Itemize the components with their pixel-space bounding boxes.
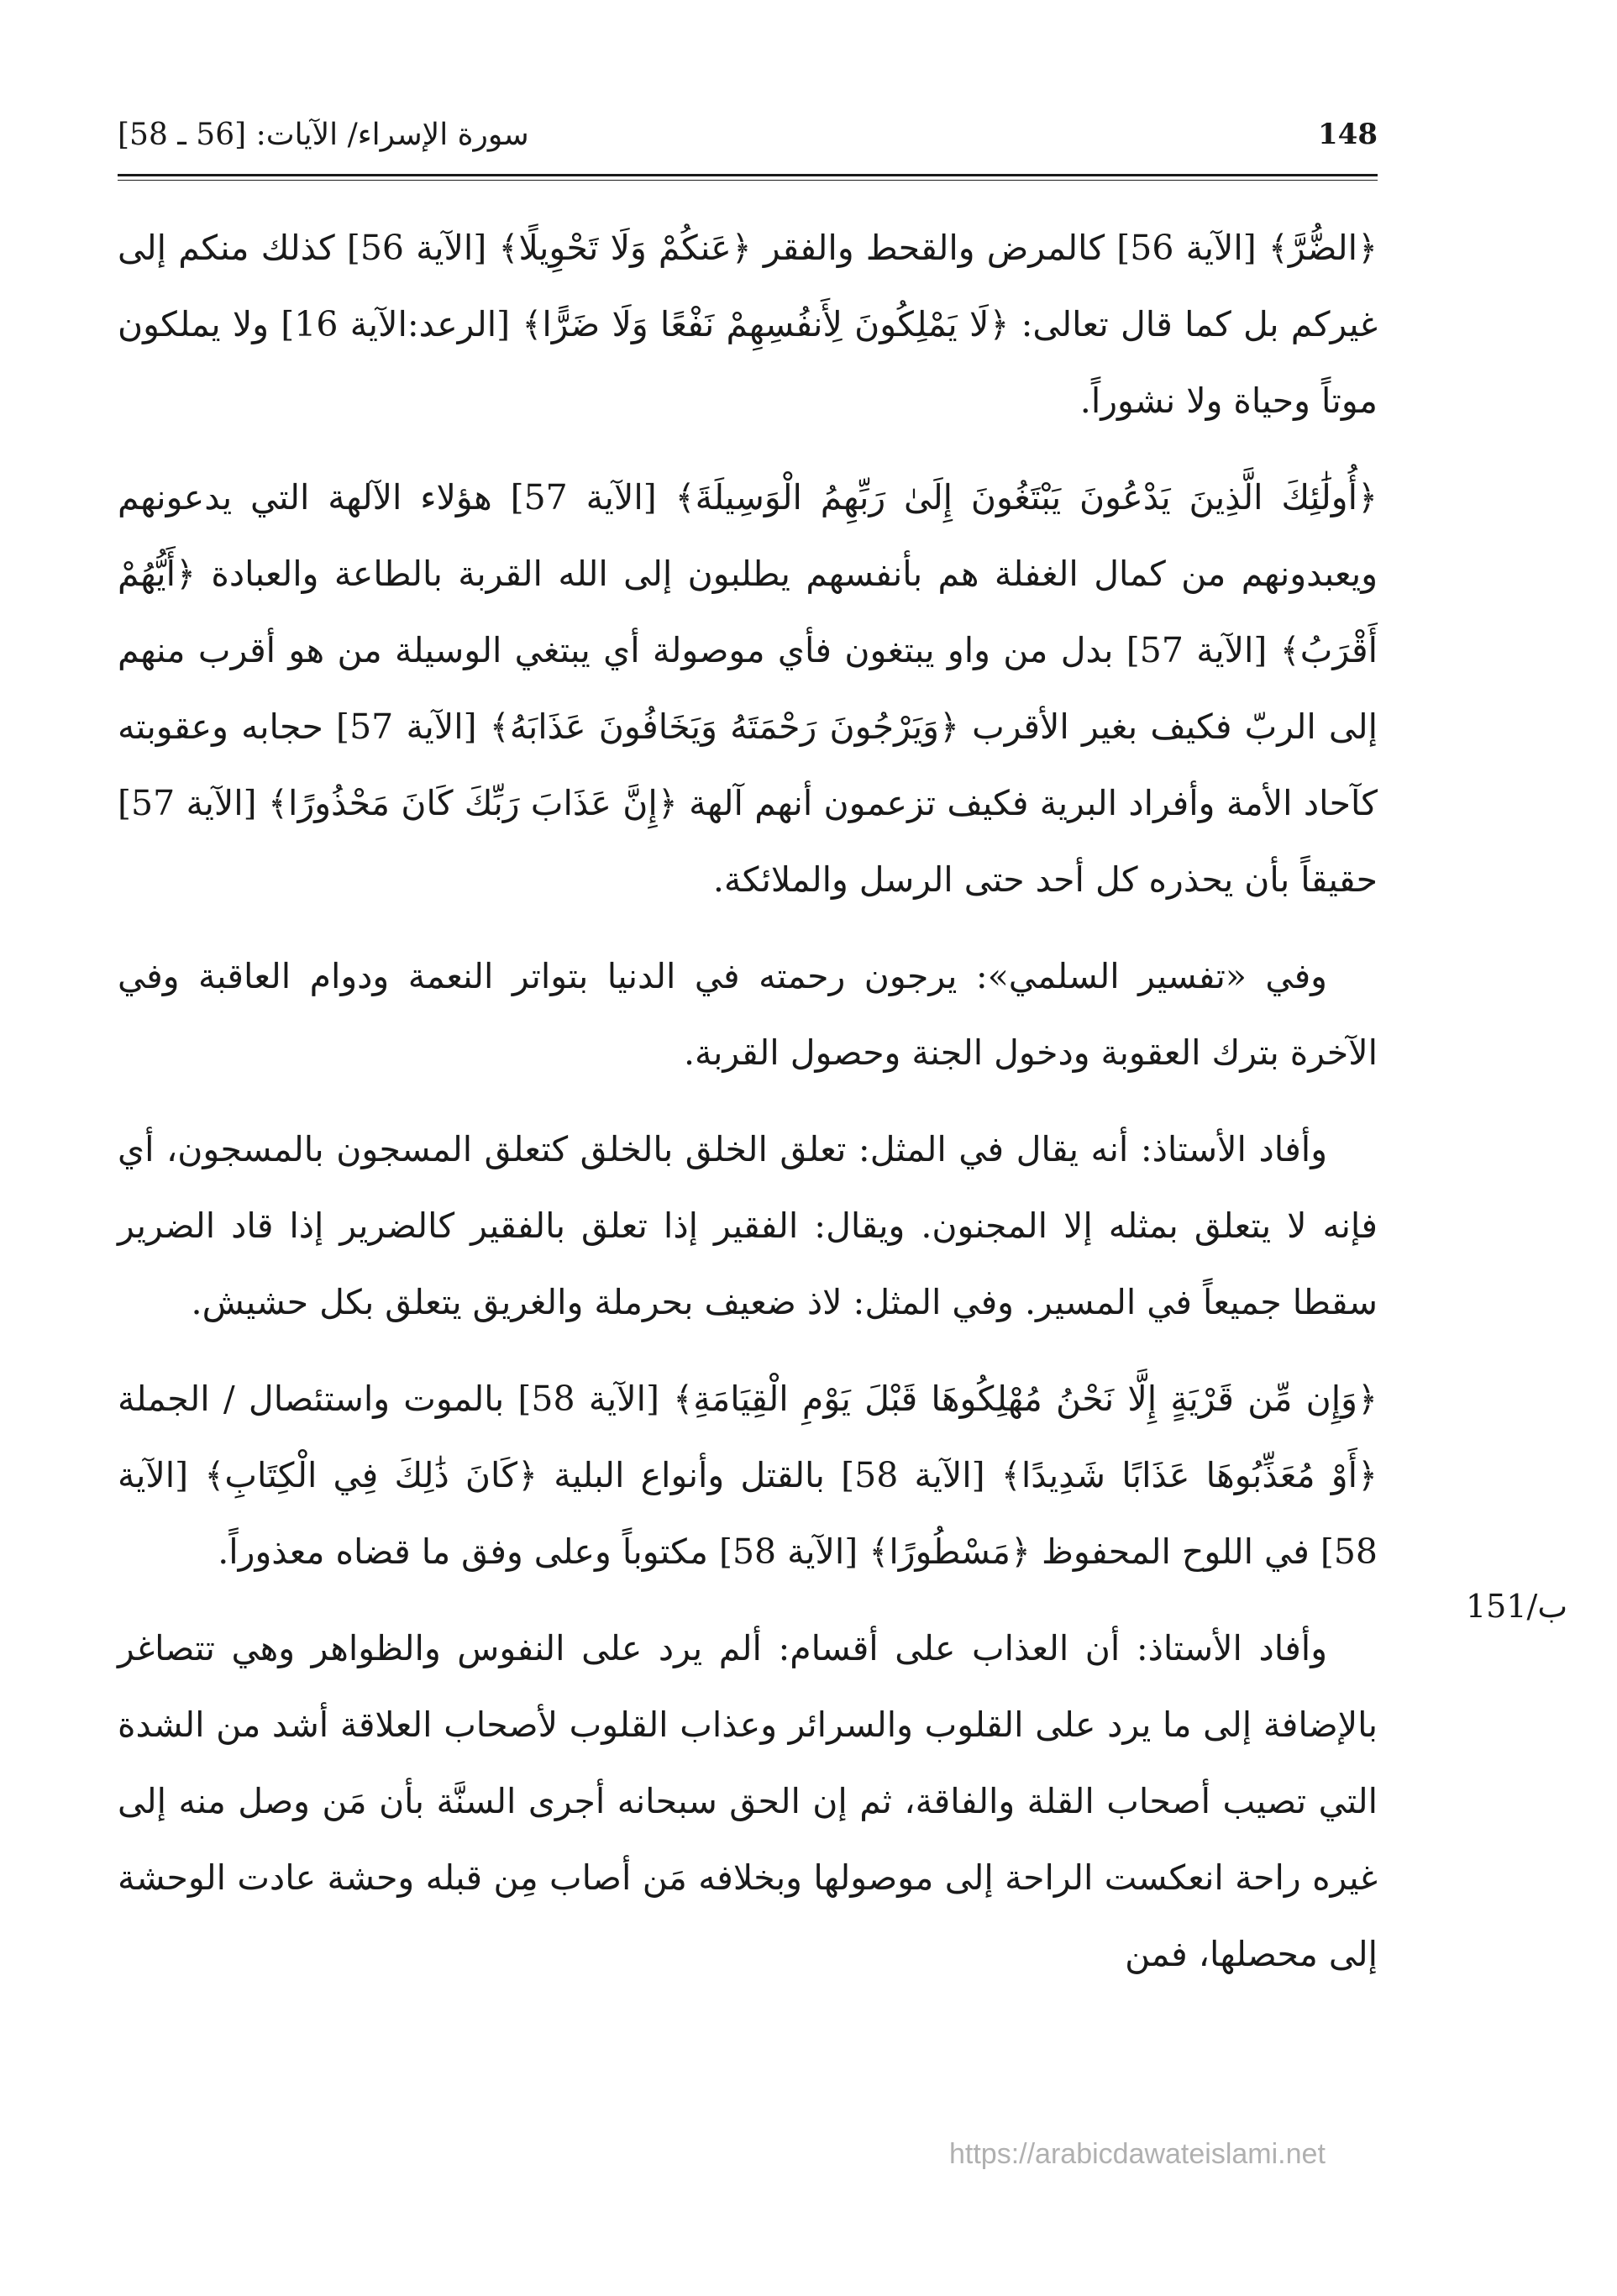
watermark: https://arabicdawateislami.net [949,2138,1326,2170]
page-header [118,118,1378,168]
body-text [118,210,1378,2013]
paragraph-6: وأفاد الأستاذ: أن العذاب على أقسام: ألم يرد على النفوس والظواهر وهي تتصاغر بالإضافة إلى ما يرد على القلوب والسرائر وعذاب القلوب لأصحاب العلاقة أشد من الشدة التي تصيب أصحاب القلة والفاقة، ثم إن الحق سبحانه أجرى السنَّة بأن مَن وصل منه إلى غيره راحة انعكست الراحة إلى موصولها وبخلافه مَن أصاب مِن قبله وحشة عادت الوحشة إلى محصلها، فمن [118,1628,1378,1974]
header-rule [118,174,1378,176]
paragraph-1: ﴿الضُّرَّ﴾ [الآية 56] كالمرض والقحط والفقر ﴿عَنكُمْ وَلَا تَحْوِيلًا﴾ [الآية 56] كذلك منكم إلى غيركم بل كما قال تعالى: ﴿لَا يَمْلِكُونَ لِأَنفُسِهِمْ نَفْعًا وَلَا ضَرًّا﴾ [الرعد:الآية 16] ولا يملكون موتاً وحياة ولا نشوراً. [118,228,1378,421]
paragraph-4: وأفاد الأستاذ: أنه يقال في المثل: تعلق الخلق بالخلق كتعلق المسجون بالمسجون، أي فإنه لا يتعلق بمثله إلا المجنون. ويقال: الفقير إذا تعلق بالفقير كالضرير إذا قاد الضرير سقطا جميعاً في المسير. وفي المثل: لاذ ضعيف بحرملة والغريق يتعلق بكل حشيش. [118,1129,1378,1322]
running-title: سورة الإسراء/ الآيات: [56 ـ 58] [118,118,529,152]
paragraph-5: ﴿وَإِن مِّن قَرْيَةٍ إِلَّا نَحْنُ مُهْلِكُوهَا قَبْلَ يَوْمِ الْقِيَامَةِ﴾ [الآية 58] بالموت واستئصال / الجملة ﴿أَوْ مُعَذِّبُوهَا عَذَابًا شَدِيدًا﴾ [الآية 58] بالقتل وأنواع البلية ﴿كَانَ ذَٰلِكَ فِي الْكِتَابِ﴾ [الآية 58] في اللوح المحفوظ ﴿مَسْطُورًا﴾ [الآية 58] مكتوباً وعلى وفق ما قضاه معذوراً. [118,1379,1378,1572]
header-rule-thin [118,180,1378,181]
page-number: 148 [1318,118,1378,151]
paragraph-2: ﴿أُولَٰئِكَ الَّذِينَ يَدْعُونَ يَبْتَغُونَ إِلَىٰ رَبِّهِمُ الْوَسِيلَةَ﴾ [الآية 57] هؤلاء الآلهة التي يدعونهم ويعبدونهم من كمال الغفلة هم بأنفسهم يطلبون إلى الله القربة بالطاعة والعبادة ﴿أَيُّهُمْ أَقْرَبُ﴾ [الآية 57] بدل من واو يبتغون فأي موصولة أي يبتغي الوسيلة من هو أقرب منهم إلى الربّ فكيف بغير الأقرب ﴿وَيَرْجُونَ رَحْمَتَهُ وَيَخَافُونَ عَذَابَهُ﴾ [الآية 57] حجابه وعقوبته كآحاد الأمة وأفراد البرية فكيف تزعمون أنهم آلهة ﴿إِنَّ عَذَابَ رَبِّكَ كَانَ مَحْذُورًا﴾ [الآية 57] حقيقاً بأن يحذره كل أحد حتى الرسل والملائكة. [118,477,1378,900]
paragraph-3: وفي «تفسير السلمي»: يرجون رحمته في الدنيا بتواتر النعمة ودوام العاقبة وفي الآخرة بترك العقوبة ودخول الجنة وحصول القربة. [118,956,1378,1073]
manuscript-folio-note: 151/ب [1466,1588,1568,1625]
